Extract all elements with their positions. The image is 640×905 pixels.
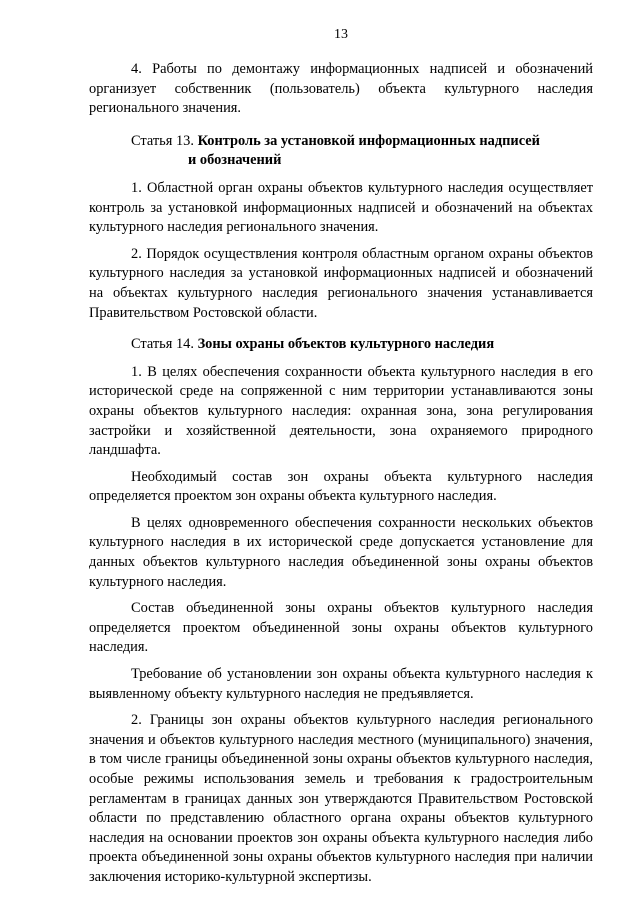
page-number: 13	[334, 27, 348, 42]
article-13-title-continued: и обозначений	[188, 152, 282, 169]
paragraph-art14-item2: 2. Границы зон охраны объектов культурного наследия регионального значения и объектов культурного наследия местного (муниципального) значения, в том числе границы объединенной зоны охраны объектов культурного наследия, особые режимы использования земель и требования к градостроительным регламентам в границах данных зон утверждаются Правительством Ростовской области по представлению областного органа охраны объектов культурного наследия на основании проектов зон охраны объекта культурного наследия либо проекта объединенной зоны охраны объектов культурного наследия при наличии заключения историко-культурной экспертизы.	[89, 712, 593, 885]
article-13-number: Статья 13.	[131, 132, 194, 149]
paragraph-art12-item4: 4. Работы по демонтажу информационных надписей и обозначений организует собственник (пользователь) объекта культурного наследия регионального значения.	[89, 61, 593, 117]
document-page	[89, 0, 593, 905]
paragraph-art14-identified-object: Требование об установлении зон охраны объекта культурного наследия к выявленному объекту культурного наследия не предъявляется.	[89, 666, 593, 702]
paragraph-art14-zones-composition: Необходимый состав зон охраны объекта культурного наследия определяется проектом зон охраны объекта культурного наследия.	[89, 468, 593, 505]
paragraph-art14-combined-zone-composition: Состав объединенной зоны охраны объектов культурного наследия определяется проектом объединенной зоны охраны объектов культурного наследия.	[89, 600, 593, 656]
article-14-heading	[89, 335, 593, 355]
paragraph-art13-item1: 1. Областной орган охраны объектов культурного наследия осуществляет контроль за установкой информационных надписей и обозначений на объектах культурного наследия регионального значения.	[89, 179, 593, 236]
paragraph-art14-item1: 1. В целях обеспечения сохранности объекта культурного наследия в его исторической среде на сопряженной с ним территории устанавливаются зоны охраны объектов культурного наследия: охранная зона, зона регулирования застройки и хозяйственной деятельности, зона охраняемого природного ландшафта.	[89, 363, 593, 459]
article-13-title: Контроль за установкой информационных надписей	[197, 132, 540, 149]
article-14-title: Зоны охраны объектов культурного наследия	[197, 336, 495, 353]
article-13-heading	[89, 132, 593, 171]
paragraph-art14-combined-zone: В целях одновременного обеспечения сохранности нескольких объектов культурного наследия в их исторической среде допускается установление для данных объектов культурного наследия объединенной зоны охраны объектов культурного наследия.	[89, 514, 593, 590]
article-14-number: Статья 14.	[131, 336, 194, 353]
paragraph-art13-item2: 2. Порядок осуществления контроля областным органом охраны объектов культурного наследия за установкой информационных надписей и обозначений на объектах культурного наследия регионального значения устанавливается Правительством Ростовской области.	[89, 245, 593, 321]
document-body	[89, 60, 593, 888]
